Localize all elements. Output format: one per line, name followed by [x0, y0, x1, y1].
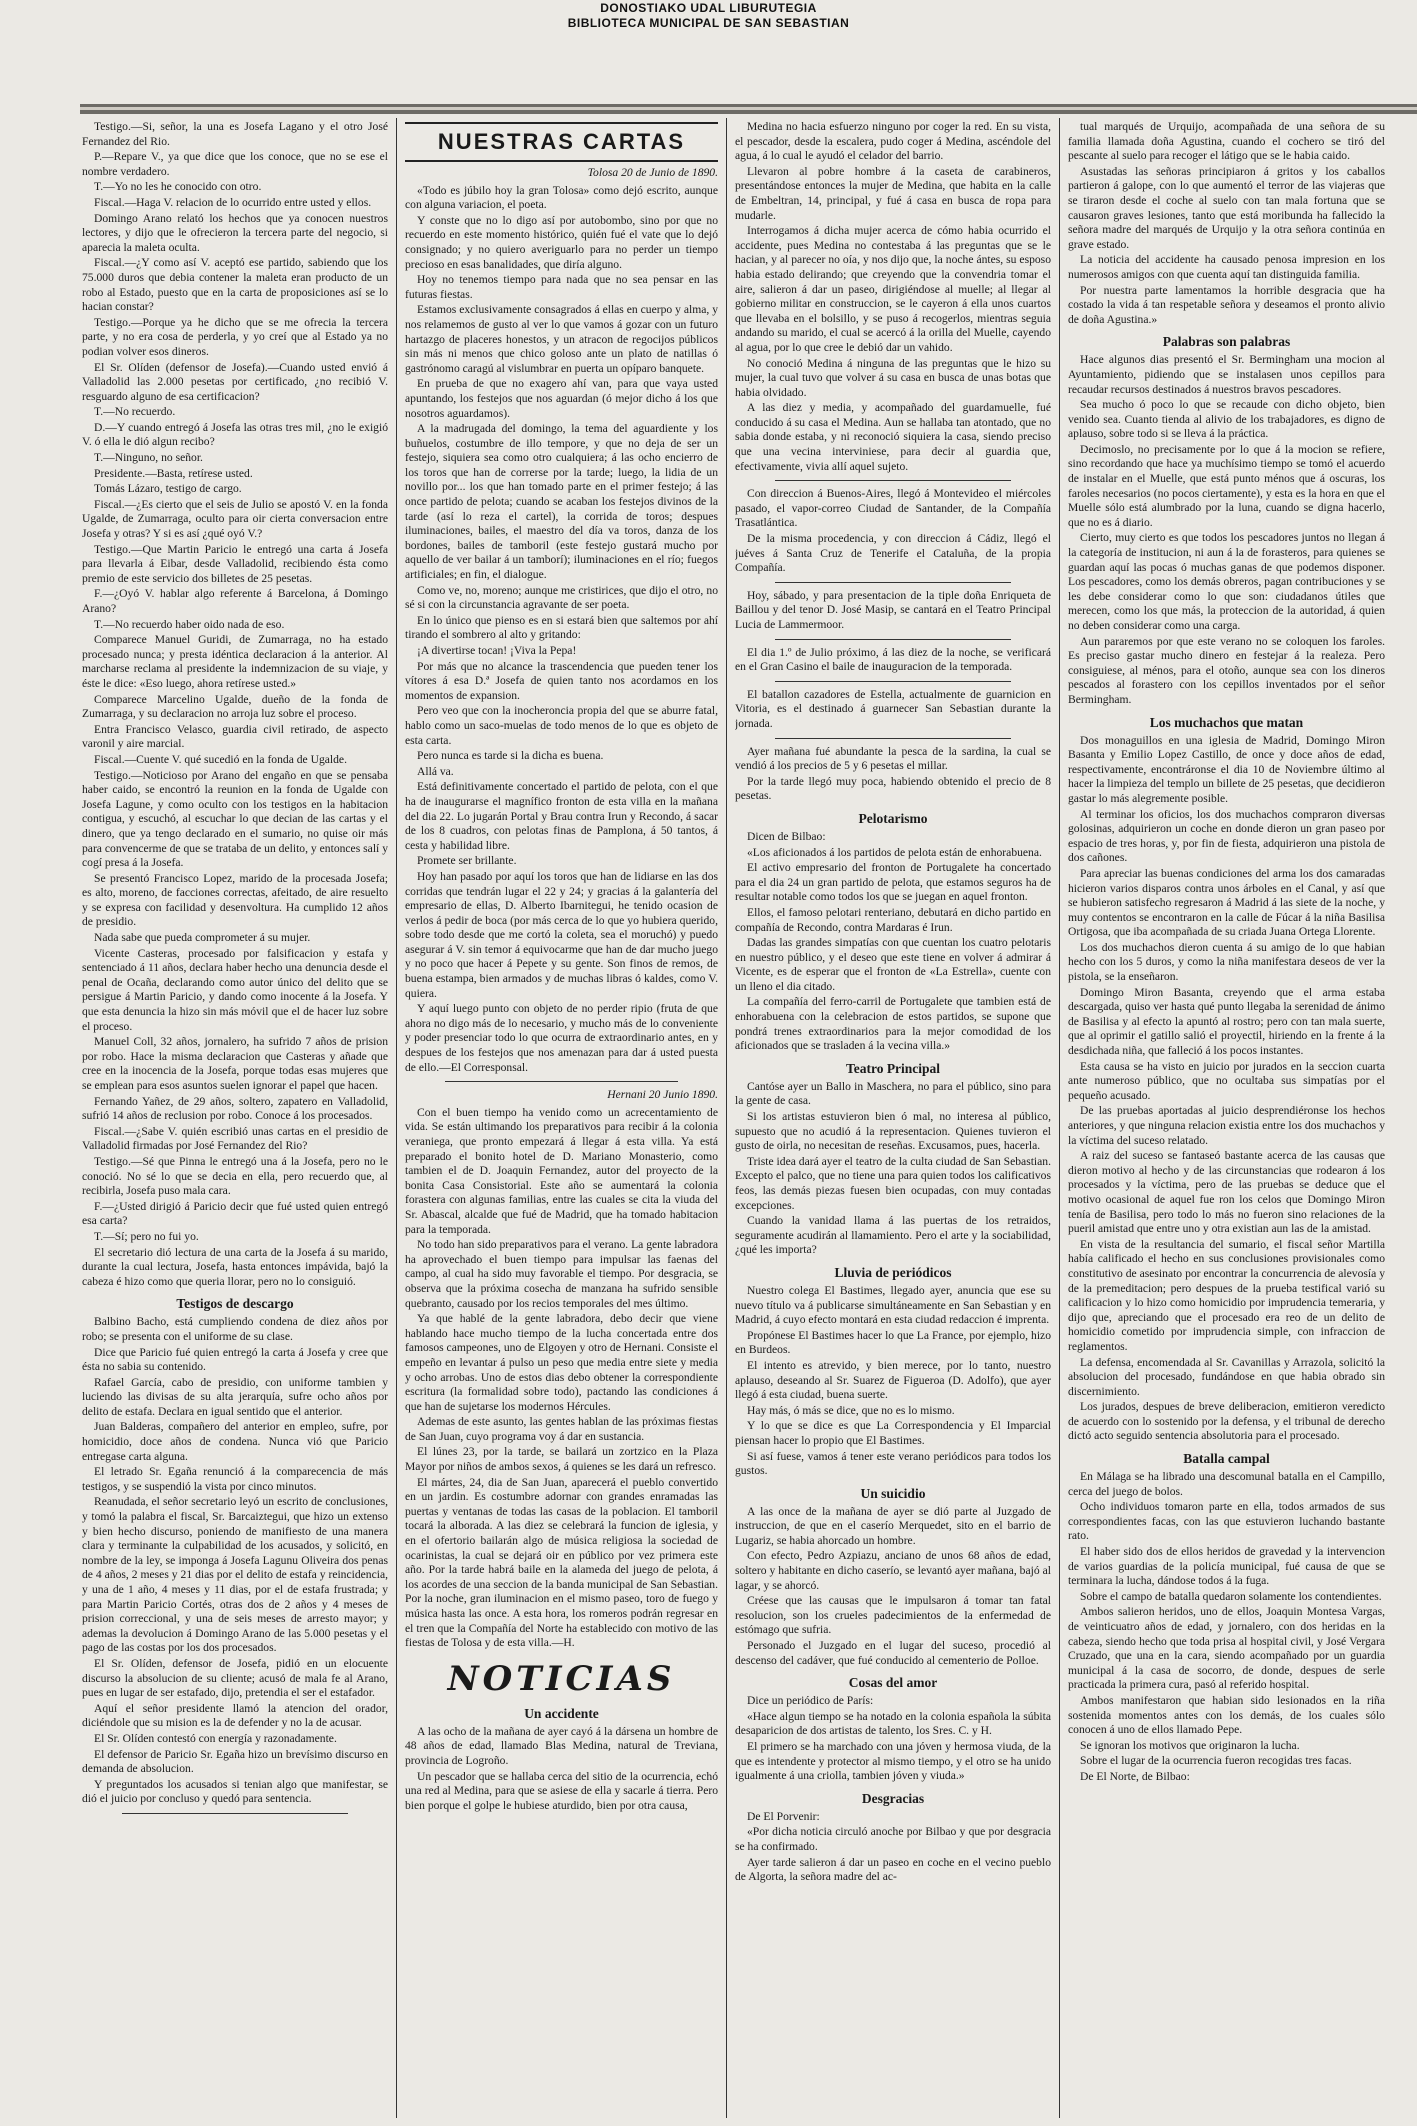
paragraph: Dice que Paricio fué quien entregó la carta á Josefa y cree que ésta no sabia su contenido. [82, 1345, 388, 1374]
paragraph: No conoció Medina á ninguna de las preguntas que le hizo su mujer, la cual tuvo que volver á su casa en busca de unas botas que habia olvidado. [735, 356, 1051, 399]
paragraph: Llevaron al pobre hombre á la caseta de carabineros, presentándose entonces la mujer de Medina, que habita en la calle de Embeltran, 14, principal, y fué á casa en busca de ropa para mudarle. [735, 164, 1051, 222]
paragraph: Hace algunos dias presentó el Sr. Bermingham una mocion al Ayuntamiento, pidiendo que se instalasen unos cepillos para recaudar recursos destinados á nuestros bravos pescadores. [1068, 353, 1385, 396]
paragraph: Asustadas las señoras principiaron á gritos y los caballos partieron á galope, con lo que aumentó el terror de las viajeras que se tiraron desde el coche al suelo con tan mala fortuna que se causaron graves lesiones, tanto que está moribunda ha fallecido la señora madre del marqués de Urquijo y la otra señora continúa en grave estado. [1068, 164, 1385, 251]
paragraph: Decimoslo, no precisamente por lo que á la mocion se refiere, sino recordando que hace ya muchísimo tiempo se tomó el acuerdo de instalar en el Muelle, que está punto ménos que á oscuras, los faroles necesarios (no pocos ciertamente), y esta es la hora en que el Muelle sólo está alumbrado por la luna, cuando se digna hacerlo, que no es á diario. [1068, 442, 1385, 529]
paragraph: T.—Ninguno, no señor. [94, 451, 203, 465]
paragraph: Pero nunca es tarde si la dicha es buena. [417, 749, 604, 763]
paragraph: El dia 1.º de Julio próximo, á las diez de la noche, se verificará en el Gran Casino el baile de inauguracion de la temporada. [735, 645, 1051, 674]
paragraph: Por nuestra parte lamentamos la horrible desgracia que ha costado la vida á tan respetable señora y deseamos el pronto alivio de doña Agustina.» [1068, 283, 1385, 326]
paragraph: El letrado Sr. Egaña renunció á la comparecencia de más testigos, y se suspendió la vista por cinco minutos. [82, 1465, 388, 1493]
section-heading: Batalla campal [1183, 1451, 1270, 1467]
paragraph: Fiscal.—¿Sabe V. quién escribió unas cartas en el presidio de Valladolid firmadas por José Fernandez del Rio? [82, 1124, 388, 1153]
column-1 [82, 120, 388, 2120]
paragraph: Rafael García, cabo de presidio, con uniforme tambien y luciendo las divisas de su alta jerarquía, sufre ocho años por delito de estafa. Declara en igual sentido que el anterior. [82, 1375, 388, 1418]
paragraph: «Los aficionados á los partidos de pelota están de enhorabuena. [747, 845, 1042, 859]
paragraph: Hoy han pasado por aquí los toros que han de lidiarse en las dos corridas que tendrán lugar el 22 y 24; y gracias á la galantería del empresario de ellas, D. Alberto Ibarnitegui, he tenido ocasion de verlos á pedir de boca (por más cerca de lo que yo hubiera querido, sobre todo desde que me cortó la coleta, sea el moruchó) y puedo asegurar á V. sin temor á equivocarme que han de dar mucho juego y no poco que hacer á Pepete y su gente. Son finos de remos, de buena estampa, bien armados y de muchas libras ó kaldes, como V. quiera. [405, 869, 718, 1000]
paragraph: Y preguntados los acusados si tenian algo que manifestar, se dió el juicio por concluso y quedó para sentencia. [82, 1777, 388, 1806]
column-4 [1068, 120, 1385, 2120]
library-header [0, 0, 1417, 30]
paragraph: Fiscal.—¿Es cierto que el seis de Julio se apostó V. en la fonda Ugalde, de Zumarraga, oculto para oir cierta conversacion entre Josefa y otras? Y si es así ¿qué oyó V.? [82, 497, 388, 541]
paragraph: Personado el Juzgado en el lugar del suceso, procedió al descenso del cadáver, que fué conducido al cementerio de Polloe. [735, 1639, 1051, 1667]
dateline: Hernani 20 Junio 1890. [607, 1088, 718, 1102]
column-3 [735, 120, 1051, 2120]
article-separator [775, 738, 1011, 739]
paragraph: ¡A divertirse tocan! ¡Viva la Pepa! [417, 644, 577, 657]
section-heading: Lluvia de periódicos [834, 1264, 952, 1280]
paragraph: Comparece Marcelino Ugalde, dueño de la fonda de Zumarraga, y su declaracion no arroja luz sobre el proceso. [82, 692, 388, 721]
paragraph: Entra Francisco Velasco, guardia civil retirado, de aspecto varonil y aire marcial. [82, 722, 388, 751]
paragraph: Ya que hablé de la gente labradora, debo decir que viene hablando hace mucho tiempo de la lucha concertada entre dos famosos campeones, uno de Elgoyen y otro de Hernani. Consiste el empeño en levantar á pulso un peso que media entre siete y media y ocho arrobas. Uno de estos dias debo obtener la correspondiente escritura (la formalidad sobre todo), pactando las condiciones á que han de sujetarse los modernos Hércules. [405, 1312, 718, 1413]
paragraph: Testigo.—Porque ya he dicho que se me ofrecia la tercera parte, y no era cosa de perderla, y yo creí que al Estado ya no podian volver esos dineros. [82, 315, 388, 358]
paragraph: Hoy, sábado, y para presentacion de la tiple doña Enriqueta de Baillou y del tenor D. José Masip, se cantará en el Teatro Principal Lucia de Lammermoor. [735, 588, 1051, 631]
paragraph: El Sr. Olíden (defensor de Josefa).—Cuando usted envió á Valladolid las 2.000 pesetas por certificado, ¿no recibió V. resguardo alguno de esa certificacion? [82, 360, 388, 403]
article-separator [775, 639, 1011, 640]
paragraph: El secretario dió lectura de una carta de la Josefa á su marido, durante la cual lectura, Josefa, hasta entonces impávida, bajó la cabeza é hizo como que queria llorar, pero no lo consiguió. [82, 1245, 388, 1288]
paragraph: Juan Balderas, compañero del anterior en empleo, sufre, por homicidio, doce años de condena. Nunca vió que Paricio entregase carta alguna. [82, 1420, 388, 1463]
paragraph: No todo han sido preparativos para el verano. La gente labradora ha aprovechado el buen tiempo para impulsar las faenas del campo, al cual ha sido muy favorable el tiempo. Por desgracia, se observa que la próxima cosecha de manzana ha sufrido sensible quebranto, causado por los recios temporales del mes último. [405, 1238, 718, 1310]
paragraph: Ambos salieron heridos, uno de ellos, Joaquin Montesa Vargas, de veinticuatro años de edad, y jornalero, con dos heridas en la cabeza, siendo hecho que toda prisa al hospital civil, y José Vergara Cruzado, que una en la cara, siendo acompañado por un guardia municipal á la casa de socorro, de donde, despues de serle practicada la primera cura, pasó al referido hospital. [1068, 1605, 1385, 1692]
paragraph: Interrogamos á dicha mujer acerca de cómo habia ocurrido el accidente, pues Medina no contestaba á las preguntas que se le hacian, y al parecer no oía, y nos dijo que, la noche ántes, su esposo habia estado delirando; que creyendo que la convendria tomar el aire, salieron á dar un paseo, dirigiéndose al muelle; al llegar al gobierno militar en construccion, se le cayeron á ella unos cuartos que llevaba en el bolsillo, y se puso á recogerlos, mientras seguia andando su marido, el cual se acercó á la orilla del Muelle, cayendo al agua, por lo que cree le debió dar un vahido. [735, 224, 1051, 354]
paragraph: T.—Sí; pero no fui yo. [94, 1229, 199, 1243]
paragraph: El lúnes 23, por la tarde, se bailará un zortzico en la Plaza Mayor por niños de ambos sexos, á quienes se les dará un refresco. [405, 1445, 718, 1474]
paragraph: Se presentó Francisco Lopez, marido de la procesada Josefa; es alto, moreno, de facciones correctas, afeitado, de aire resuelto y se expresa con facilidad y desenvoltura. Ha cumplido 12 años de presidio. [82, 871, 388, 929]
paragraph: A raiz del suceso se fantaseó bastante acerca de las causas que dieron motivo al hecho y de las circunstancias que rodearon á los procesados y la víctima, pero de las pruebas se deduce que el motivo ocasional de aquel fue ron los celos que Domingo Miron tenía de Basilisa, pero todo lo más no fueron sino relaciones de la pueril amistad que entre uno y otra existian aun las de la amistad. [1068, 1149, 1385, 1236]
paragraph: Ocho individuos tomaron parte en ella, todos armados de sus correspondientes facas, con las que estuvieron luchando bastante rato. [1068, 1500, 1385, 1543]
paragraph: F.—¿Oyó V. hablar algo referente á Barcelona, á Domingo Arano? [82, 587, 388, 615]
paragraph: Tomás Lázaro, testigo de cargo. [94, 482, 242, 496]
section-heading: Testigos de descargo [176, 1296, 294, 1312]
paragraph: El haber sido dos de ellos heridos de gravedad y la intervencion de varios guardias de la policía municipal, fué causa de que se terminara la lucha, dándose todos á la fuga. [1068, 1545, 1385, 1588]
paragraph: Cuando la vanidad llama á las puertas de los retraidos, seguramente acudirán al llamamiento. Pero el arte y la sociabilidad, ¿qué les importa? [735, 1214, 1051, 1257]
paragraph: Aquí el señor presidente llamó la atencion del orador, diciéndole que su mision es la de defender y no la de acusar. [82, 1701, 388, 1730]
paragraph: Aun pararemos por que este verano no se coloquen los faroles. Es preciso gastar mucho dinero en festejar á la realeza. Pero consiguiese, al ménos, para el otoño, aunque sea con los dineros pescados al forastero con los cepillos inventados por el señor Bermingham. [1068, 634, 1385, 706]
paragraph: Presidente.—Basta, retírese usted. [94, 466, 253, 480]
paragraph: Por más que no alcance la trascendencia que pueden tener los vítores á esa D.ª Josefa de quien tanto nos acordamos en los momentos de expansion. [405, 659, 718, 702]
paragraph: De la misma procedencia, y con direccion á Cádiz, llegó el juéves á Santa Cruz de Tenerife el Cataluña, de la propia Compañía. [735, 532, 1051, 575]
paragraph: Triste idea dará ayer el teatro de la culta ciudad de San Sebastian. Excepto el palco, que no tiene una para quien todos los calificativos feos, las demás piezas fuesen bien ocupadas, con muy contadas excepciones. [735, 1154, 1051, 1212]
paragraph: Con efecto, Pedro Azpiazu, anciano de unos 68 años de edad, soltero y habitante en dicho caserío, se levantó ayer mañana, bajó al lagar, y se ahorcó. [735, 1549, 1051, 1592]
paragraph: Testigo.—Que Martin Paricio le entregó una carta á Josefa para llevarla á Eibar, desde Valladolid, recibiendo ésta como premio de este servicio dos billetes de 25 pesetas. [82, 542, 388, 585]
paragraph: Los jurados, despues de breve deliberacion, emitieron veredicto de acuerdo con lo sostenido por la defensa, y el tribunal de derecho dictó acto seguido sentencia absolutoria para el procesado. [1068, 1400, 1385, 1443]
dateline: Tolosa 20 de Junio de 1890. [587, 166, 718, 179]
column-divider [1059, 118, 1060, 2118]
section-heading: Un accidente [524, 1705, 599, 1721]
section-heading: Los muchachos que matan [1149, 714, 1304, 730]
paragraph: Cantóse ayer un Ballo in Maschera, no para el público, sino para la gente de casa. [735, 1079, 1051, 1108]
paragraph: Con el buen tiempo ha venido como un acrecentamiento de vida. Se están ultimando los preparativos para recibir á la colonia veraniega, que pronto empezará á llegar á esta villa. Ya está preparado el bonito hotel de D. Mariano Monasterio, como tambien el de D. Joaquin Fernandez, autor del proyecto de la bonita Casa Consistorial. Este año se aumentará la colonia forastera con algunas familias, entre las cuales se cita la viuda del Sr. Abascal, alcalde que fué de Madrid, que ha tomado habitacion para la temporada. [405, 1105, 718, 1236]
paragraph: Balbino Bacho, está cumpliendo condena de diez años por robo; se presenta con el uniforme de su clase. [82, 1315, 388, 1343]
paragraph: Sobre el campo de batalla quedaron solamente los contendientes. [1080, 1589, 1382, 1603]
paragraph: El mártes, 24, dia de San Juan, aparecerá el pueblo convertido en un jardin. Es costumbre adornar con grandes enramadas las puertas y ventanas de todas las casas de la poblacion. El tamboril tocará la alborada. A las diez se celebrará la funcion de iglesia, y en el ofertorio bailarán algo de música religiosa la sociedad de ocarinistas, la cual se dejará oir en público por vez primera este año. Por la tarde habrá baile en la alameda del juego de pelota, á los acordes de una seccion de la banda municipal de San Sebastian. Por la noche, gran iluminacion en el mismo paseo, toro de fuego y música hasta las once. A esta hora, los romeros podrán regresar en el tren que la Compañía del Norte ha establecido con motivo de las fiestas de Tolosa y de esta villa.—H. [405, 1475, 718, 1650]
library-name-spanish: BIBLIOTECA MUNICIPAL DE SAN SEBASTIAN [567, 16, 850, 30]
paragraph: Propónese El Bastimes hacer lo que La France, por ejemplo, hizo en Burdeos. [735, 1328, 1051, 1357]
paragraph: En prueba de que no exagero ahí van, para que vaya usted apuntando, los festejos que nos aguardan (ó mejor dicho á los que nosotros aguardamos). [405, 377, 718, 420]
paragraph: Fernando Yañez, de 29 años, soltero, zapatero en Valladolid, sufrió 14 años de reclusion por robo. Conoce á los procesados. [82, 1094, 388, 1123]
section-heading: Cosas del amor [848, 1675, 938, 1691]
paragraph: Dos monaguillos en una iglesia de Madrid, Domingo Miron Basanta y Emilio Lopez Castillo, de once y doce años de edad, respectivamente, encontráronse el dia 10 de Noviembre último al hacer la limpieza del templo un billete de 25 pesetas, que decidieron gastar lo más alegremente posible. [1068, 733, 1385, 805]
paragraph: De El Porvenir: [747, 1809, 820, 1823]
article-separator [775, 480, 1011, 481]
paragraph: P.—Repare V., ya que dice que los conoce, que no se ese el nombre verdadero. [82, 150, 388, 178]
paragraph: Los dos muchachos dieron cuenta á su amigo de lo que habian hecho con los 5 duros, y como la niña manifestara deseos de ver la pistola, se la enseñaron. [1068, 940, 1385, 984]
paragraph: Ayer tarde salieron á dar un paseo en coche en el vecino pueblo de Algorta, la señora madre del ac- [735, 1855, 1051, 1884]
paragraph: El Sr. Olíden contestó con energía y razonadamente. [94, 1731, 337, 1745]
paragraph: Fiscal.—¿Y como así V. aceptó ese partido, sabiendo que los 75.000 duros que debia contener la maleta eran producto de un robo al Estado, puesto que en la carta de proposiciones así se lo hacian constar? [82, 256, 388, 314]
article-separator [775, 681, 1011, 682]
paragraph: T.—No recuerdo. [94, 405, 176, 419]
paragraph: Vicente Casteras, procesado por falsificacion y estafa y sentenciado á 11 años, declara haber hecho una denuncia desde el penal de Ocaña, declarando como autor único del delito que se persigue á Martin Paricio, y dando como inocente á la Josefa. Y que esta denuncia la hizo sin más móvil que el de hacer luz sobre el proceso. [82, 946, 388, 1033]
paragraph: «Por dicha noticia circuló anoche por Bilbao y que por desgracia se ha confirmado. [735, 1825, 1051, 1853]
column-2 [405, 120, 718, 2120]
article-separator [775, 582, 1011, 583]
paragraph: Reanudada, el señor secretario leyó un escrito de conclusiones, y tomó la palabra el fiscal, Sr. Barcaiztegui, que hizo un extenso y bien hecho discurso, poniendo de manifiesto de una manera clara y terminante la culpabilidad de los acusados, y solicitó, en nombre de la ley, se imponga á Josefa Lagunu Oliveira dos penas de 4 años, 2 meses y 21 dias por el delito de estafa y reincidencia, y una de 1 año, 4 meses y 11 dias, por el de estafa frustrada; y para Martin Paricio Cortés, otras dos de 2 años y 4 meses de prision correccional, y una de seis meses de arresto mayor; y ademas la devolucion á Domingo Arano de las 5.000 pesetas y el pago de las costas por los dos procesados. [82, 1495, 388, 1655]
paragraph: El activo empresario del fronton de Portugalete ha concertado para el dia 24 un gran partido de pelota, que estamos seguros ha de resultar notable como todos los que se juegan en aquel fronton. [735, 861, 1051, 904]
paragraph: Hoy no tenemos tiempo para nada que no sea pensar en las futuras fiestas. [405, 273, 718, 301]
paragraph: Con direccion á Buenos-Aires, llegó á Montevideo el miércoles pasado, el vapor-correo Ciudad de Santander, de la Compañía Trasatlántica. [735, 487, 1051, 530]
paragraph: En vista de la resultancia del sumario, el fiscal señor Martilla había calificado el hecho en sus conclusiones provisionales como constitutivo de asesinato por encontrar la concurrencia de alevosía y de la premeditacion; pero despues de la prueba testifical varió su calificacion y lo hizo como homicidio por imprudencia temeraria, y dijo que, apreciando que el procesado era reo de un delito de homicidio cometido por imprudencia simple, con infraccion de reglamentos. [1068, 1237, 1385, 1353]
paragraph: Sea mucho ó poco lo que se recaude con dicho objeto, bien venido sea. Cuanto tienda al alivio de los trabajadores, es digno de aplauso, sobre todo si se lleva á la práctica. [1068, 398, 1385, 441]
paragraph: Domingo Miron Basanta, creyendo que el arma estaba descargada, quiso ver hasta qué punto llegaba la serenidad de ánimo de Basilisa y al efecto la apuntó al rostro; pero con tan mala suerte, que al oprimir el gatillo salió el proyectil, hiriendo en la frente á la desdichada niña, que falleció á los pocos instantes. [1068, 985, 1385, 1058]
paragraph: F.—¿Usted dirigió á Paricio decir que fué usted quien entregó esa carta? [82, 1199, 388, 1228]
paragraph: T.—No recuerdo haber oido nada de eso. [94, 617, 285, 631]
paragraph: D.—Y cuando entregó á Josefa las otras tres mil, ¿no le exigió V. ó ella le dió algun recibo? [82, 420, 388, 449]
paragraph: Medina no hacia esfuerzo ninguno por coger la red. En su vista, el pescador, desde la escalera, pudo coger á Medina, ascéndole del agua, á lo cual le ayudó el celador del barrio. [735, 120, 1051, 163]
paragraph: A la madrugada del domingo, la tema del aguardiente y los buñuelos, costumbre de illo tempore, y que no deja de ser un festejo, siquiera sea como otro cualquiera; á las ocho encierro de los toros que han de correrse por la tarde; luego, la lidia de un novillo por... los que han tomado parte en el primer festejo; á las once partido de pelota; cuando se acaban los festejos divinos de la tarde (así lo reza el cartel), la corrida de toros; despues iluminaciones, bailes, el maestro del día va toros, danza de los bordones, bailes de tamboril (este festejo gustará mucho por aquello de ver bailar á un tamborí); iluminaciones en el río; fuegos artificiales; en fin, el dialogue. [405, 422, 718, 582]
paragraph: Dadas las grandes simpatías con que cuentan los cuatro pelotaris en nuestro público, y el deseo que este tiene en volver á admirar á Vicente, es de esperar que el fronton de «La Estrella», cuente con un lleno el dia citado. [735, 936, 1051, 993]
paragraph: Para apreciar las buenas condiciones del arma los dos camaradas hicieron varios disparos contra unos árboles en el Canal, y así que se hubieron satisfecho regresaron á Madrid á las siete de la noche, y muy contentos se encontraron en la calle de Fúcar á la niña Basilisa Ortigosa, que iba acompañada de su criada Juana Ortega Llorente. [1068, 866, 1385, 939]
paragraph: La defensa, encomendada al Sr. Cavanillas y Arrazola, solicitó la absolucion del procesado, fundándose en que habia obrado sin discernimiento. [1068, 1355, 1385, 1398]
paragraph: Testigo.—Sé que Pinna le entregó una á la Josefa, pero no le conoció. No sé lo que se decia en ella, pero recuerdo que, al recibirla, Josefa puso mala cara. [82, 1154, 388, 1198]
paragraph: Manuel Coll, 32 años, jornalero, ha sufrido 7 años de prision por robo. Hace la misma declaracion que Casteras y añade que cree en la inocencia de la Josefa, porque todas esas mujeres que se emplean para esos asuntos suelen ignorar el papel que hacen. [82, 1035, 388, 1092]
paragraph: Hay más, ó más se dice, que no es lo mismo. [747, 1403, 955, 1417]
article-separator [445, 1081, 678, 1082]
paragraph: De las pruebas aportadas al juicio desprendiéronse los hechos anteriores, y que ninguna relacion existia entre los dos muchachos y la víctima del suceso relatado. [1068, 1104, 1385, 1147]
section-heading: Un suicidio [860, 1485, 926, 1501]
paragraph: Comparece Manuel Guridi, de Zumarraga, no ha estado procesado nunca; y presta idéntica declaracion á la anterior. Al marcharse reclama al presidente la indemnizacion de su viaje, y éste le dice: «Eso luego, ahora retírese usted.» [82, 633, 388, 690]
page-top-border [80, 104, 1417, 114]
library-name-basque: DONOSTIAKO UDAL LIBURUTEGIA [600, 1, 817, 15]
paragraph: A las ocho de la mañana de ayer cayó á la dársena un hombre de 48 años de edad, llamado Blas Medina, natural de Treviana, provincia de Logroño. [405, 1724, 718, 1767]
paragraph: Testigo.—Si, señor, la una es Josefa Lagano y el otro José Fernandez del Rio. [82, 120, 388, 148]
paragraph: Promete ser brillante. [417, 854, 517, 868]
paragraph: Dice un periódico de París: [747, 1694, 874, 1708]
paragraph: La compañía del ferro-carril de Portugalete que tambien está de enhorabuena con la celebracion de estos partidos, se supone que pondrá trenes extraordinarios para la mejor comodidad de los aficionados que se trasladen á la vecina villa.» [735, 995, 1051, 1053]
paragraph: El intento es atrevido, y bien merece, por lo tanto, nuestro aplauso, deseando al Sr. Suarez de Figueroa (D. Adolfo), que ayer llegó á esta ciudad, buena suerte. [735, 1358, 1051, 1402]
paragraph: A las once de la mañana de ayer se dió parte al Juzgado de instruccion, de que en el caserío Merquedet, sito en el barrio de Lugariz, se habia ahorcado un hombre. [735, 1504, 1051, 1547]
paragraph: tual marqués de Urquijo, acompañada de una señora de su familia llamada doña Agustina, cuando el cochero se tiró del pescante al suelo para recoger el látigo que se le habia caido. [1068, 120, 1385, 163]
paragraph: Al terminar los oficios, los dos muchachos compraron diversas golosinas, adquirieron un coche en donde dieron un gran paseo por espacio de tres horas, y, por fin de fiesta, adquirieron una pistola de dos cañones. [1068, 807, 1385, 865]
paragraph: Está definitivamente concertado el partido de pelota, con el que ha de inaugurarse el magnífico fronton de esta villa en la mañana del dia 22. Lo jugarán Portal y Brau contra Irun y Recondo, á sacar de los 8 cuadros, con pelotas finas de Pamplona, á 50 tantos, á cesta y habilidad libre. [405, 780, 718, 852]
paragraph: Domingo Arano relató los hechos que ya conocen nuestros lectores, y dijo que le ofrecieron la tercera parte del negocio, si aparecia la maleta oculta. [82, 211, 388, 254]
paragraph: A las diez y media, y acompañado del guardamuelle, fué conducido á su casa el Medina. Aun se hallaba tan atontado, que no sabia donde estaba, y ni reconoció siquiera la casa, siendo preciso que una vecina interviniese, para decir al guardia que, efectivamente, vivia allí aquel sujeto. [735, 401, 1051, 473]
paragraph: En lo único que pienso es en si estará bien que saltemos por ahí tirando el sombrero al alto y gritando: [405, 613, 718, 642]
paragraph: «Hace algun tiempo se ha notado en la colonia española la súbita desaparicion de dos artistas de talento, los Sres. C. y H. [735, 1709, 1051, 1738]
section-heading: Palabras son palabras [1162, 334, 1291, 350]
paragraph: T.—Yo no les he conocido con otro. [94, 180, 262, 194]
section-heading: Teatro Principal [845, 1060, 941, 1076]
paragraph: Ambos manifestaron que habian sido lesionados en la riña sostenida momentos antes con los demás, de los cuales sólo conocen á uno de ellos llamado Pepe. [1068, 1693, 1385, 1737]
section-heading: Pelotarismo [858, 810, 928, 826]
paragraph: Sobre el lugar de la ocurrencia fueron recogidas tres facas. [1080, 1754, 1352, 1768]
column-divider [396, 118, 397, 2118]
paragraph: Nuestro colega El Bastimes, llegado ayer, anuncia que ese su nuevo título va á publicarse simultáneamente en San Sebastian y en Madrid, á cuyo efecto montará en esta ciudad redaccion é imprenta. [735, 1283, 1051, 1327]
paragraph: Si así fuese, vamos á tener este verano periódicos para todos los gustos. [735, 1449, 1051, 1478]
paragraph: Nada sabe que pueda comprometer á su mujer. [94, 931, 311, 945]
paragraph: Créese que las causas que le impulsaron á tomar tan fatal resolucion, son los crueles padecimientos de la enfermedad de estómago que sufria. [735, 1594, 1051, 1637]
paragraph: El defensor de Paricio Sr. Egaña hizo un brevísimo discurso en demanda de absolucion. [82, 1747, 388, 1776]
paragraph: Ayer mañana fué abundante la pesca de la sardina, la cual se vendió á los precios de 5 y 6 pesetas el millar. [735, 744, 1051, 773]
section-heading: Desgracias [861, 1790, 925, 1806]
article-separator [122, 1813, 348, 1814]
paragraph: Esta causa se ha visto en juicio por jurados en la seccion cuarta ante numeroso público, que no ocultaba sus simpatías por el pequeño acusado. [1068, 1059, 1385, 1102]
paragraph: Y lo que se dice es que La Correspondencia y El Imparcial piensan hacer lo propio que El Bastimes. [735, 1419, 1051, 1447]
paragraph: Allá va. [417, 764, 454, 778]
paragraph: Fiscal.—Haga V. relacion de lo ocurrido entre usted y ellos. [94, 195, 372, 209]
paragraph: Dicen de Bilbao: [747, 829, 826, 843]
paragraph: Ellos, el famoso pelotari renteriano, debutará en dicho partido en compañía de Recondo, contra Mardaras é Irun. [735, 905, 1051, 934]
paragraph: De El Norte, de Bilbao: [1080, 1769, 1190, 1783]
paragraph: La noticia del accidente ha causado penosa impresion en los numerosos amigos con que cuenta aquí tan distinguida familia. [1068, 253, 1385, 281]
paragraph: Como ve, no, moreno; aunque me cristirices, que dijo el otro, no sé si con la circunstancia agravante de ser poeta. [405, 583, 718, 612]
paragraph: El primero se ha marchado con una jóven y hermosa viuda, de la que es intendente y protector al mismo tiempo, y el otro se ha unido igualmente á una criolla, tambien jóven y viuda.» [735, 1740, 1051, 1783]
paragraph: Por la tarde llegó muy poca, habiendo obtenido el precio de 8 pesetas. [735, 774, 1051, 803]
paragraph: Y aquí luego punto con objeto de no perder ripio (fruta de que ahora no digo más de lo necesario, y mucho más de lo conveniente y poder presenciar todo lo que ocurra de extraordinario antes, en y despues de los festejos que nos amenazan para dar á usted puesta de ello.—El Corresponsal. [405, 1002, 718, 1074]
paragraph: Fiscal.—Cuente V. qué sucedió en la fonda de Ugalde. [94, 752, 347, 766]
paragraph: Se ignoran los motivos que originaron la lucha. [1080, 1738, 1300, 1752]
paragraph: Cierto, muy cierto es que todos los pescadores juntos no llegan á la categoría de institucion, ni aun á la de forasteros, para quienes se guardan aquí las pocas ó muchas ganas de que podemos disponer. Los pescadores, como los demás obreros, pagan contribuciones y se les debe considerar como lo que son: ciudadanos útiles que merecen, como los que más, la proteccion de la autoridad, á quien no deben considerar como una carga. [1068, 531, 1385, 632]
paragraph: Si los artistas estuvieron bien ó mal, no interesa al público, supuesto que no acudió á la representacion. Quienes tuvieron el gusto de oirla, no necesitan de reseñas. Excusamos, pues, hacerla. [735, 1110, 1051, 1153]
paragraph: Pero veo que con la inocheroncia propia del que se aburre fatal, hablo como un saco-muelas de todo menos de lo que es objeto de esta carta. [405, 704, 718, 747]
column-divider [726, 118, 727, 2118]
paragraph: El batallon cazadores de Estella, actualmente de guarnicion en Vitoria, es el destinado á guarnecer San Sebastian durante la jornada. [735, 687, 1051, 730]
paragraph: En Málaga se ha librado una descomunal batalla en el Campillo, cerca del juego de bolos. [1068, 1470, 1385, 1498]
paragraph: Estamos exclusivamente consagrados á ellas en cuerpo y alma, y nos relamemos de gusto al ver lo que vamos á gozar con un futuro hartazgo de placeres honestos, y un atracon de regocijos públicos sin más ni menos que chico goloso ante un plato de natillas ó gastrónomo caragú al vislumbrar en puerta un opíparo banquete. [405, 303, 718, 375]
paragraph: «Todo es júbilo hoy la gran Tolosa» como dejó escrito, aunque con alguna variacion, el poeta. [405, 183, 718, 212]
paragraph: Testigo.—Noticioso por Arano del engaño en que se pensaba haber caido, se encontró la reunion en la fonda de Ugalde con Josefa Lagune, y como oculto con los testigos en la habitacion contigua, y escuchó, al escuchar lo que decian de las cartas y el dinero, que ya tengo declarado en el sumario, no quise oir más para convencerme de que se trataba de un delito, y entonces salí y cogí presa á la Josefa. [82, 768, 388, 870]
section-title-nuestras-cartas: NUESTRAS CARTAS [405, 122, 718, 162]
paragraph: Un pescador que se hallaba cerca del sitio de la ocurrencia, echó una red al Medina, para que se asiese de ella y sacarle á tierra. Pero bien porque el golpe le hubiese aturdido, bien por otra causa, [405, 1769, 718, 1812]
paragraph: El Sr. Olíden, defensor de Josefa, pidió en un elocuente discurso la absolucion de su cliente; acusó de mala fe al Arano, pues en lugar de ser estafado, dijo, pretendia el ser el estafador. [82, 1656, 388, 1700]
paragraph: Ademas de este asunto, las gentes hablan de las próximas fiestas de San Juan, cuyo programa voy á dar en sustancia. [405, 1415, 718, 1443]
section-title-noticias: NOTICIAS [447, 1658, 676, 1699]
paragraph: Y conste que no lo digo así por autobombo, sino por que no recuerdo en este momento histórico, quién fué el vate que lo dejó consignado; y no quiero averiguarlo para no perder un tiempo precioso en esas banalidades, que diría alguno. [405, 213, 718, 271]
